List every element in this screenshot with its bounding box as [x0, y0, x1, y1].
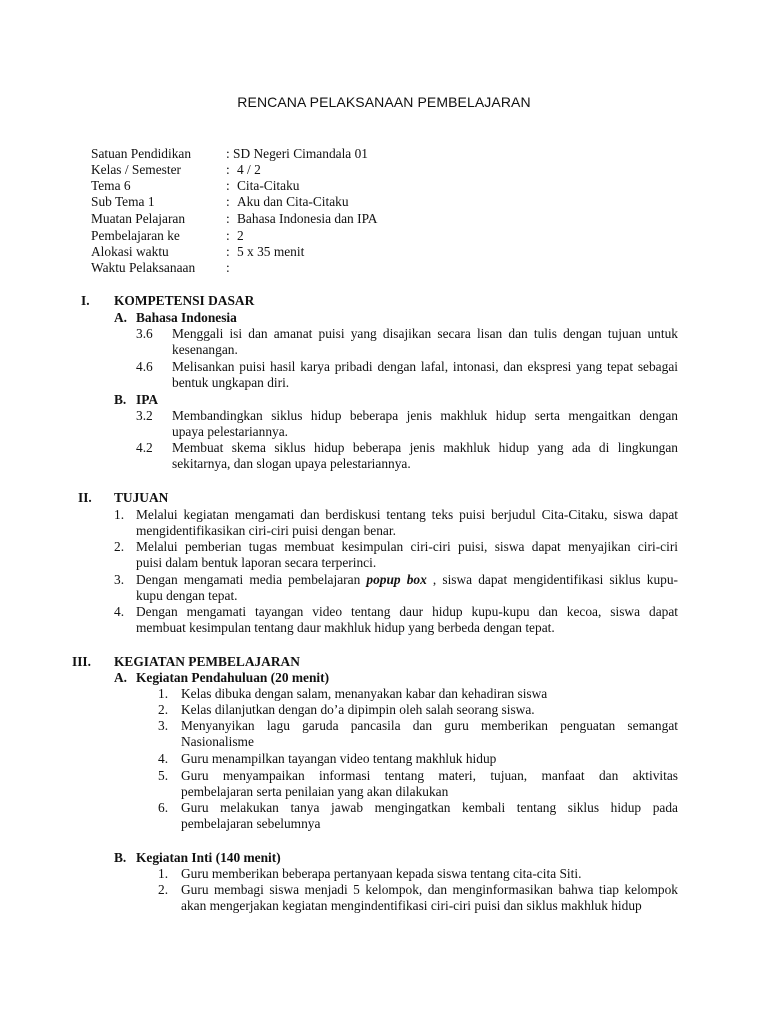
item-number: 3.	[158, 718, 169, 733]
list-item	[136, 604, 678, 637]
list-item	[181, 702, 678, 718]
section-numeral: II.	[78, 490, 92, 505]
list-item	[136, 507, 678, 540]
item-line: mengidentifikasikan ciri-ciri puisi dengan benar.	[136, 523, 396, 539]
list-item	[181, 768, 678, 801]
item-line: pembelajaran serta penilaian yang akan dilakukan	[181, 784, 449, 800]
subsection-title: Kegiatan Inti (140 menit)	[136, 850, 281, 865]
item-number: 3.6	[136, 326, 153, 341]
identity-label: Tema 6	[91, 178, 131, 193]
identity-colon: :	[226, 211, 230, 226]
subsection-letter: B.	[114, 850, 127, 865]
identity-value: Aku dan Cita-Citaku	[237, 194, 349, 209]
item-line: membuat kesimpulan tentang daur makhluk hidup yang berbeda dengan tepat.	[136, 620, 555, 636]
item-number: 3.2	[136, 408, 153, 423]
item-line: puisi dalam bentuk laporan secara terperinci.	[136, 555, 377, 571]
item-number: 2.	[158, 882, 169, 897]
item-line: Kelas dilanjutkan dengan do’a dipimpin oleh salah seorang siswa.	[181, 702, 535, 717]
identity-value: 4 / 2	[237, 162, 261, 177]
section-numeral: I.	[81, 293, 90, 308]
identity-label: Alokasi waktu	[91, 244, 169, 259]
item-line: Menggali isi dan amanat puisi yang disajikan secara lisan dan tulis dengan tujuan untuk	[172, 326, 678, 341]
item-line: Melisankan puisi hasil karya pribadi dengan lafal, intonasi, dan ekspresi yang tepat sebagai	[172, 359, 678, 374]
identity-value: Bahasa Indonesia dan IPA	[237, 211, 378, 226]
list-item	[181, 686, 678, 702]
list-item	[172, 359, 678, 392]
item-number: 6.	[158, 800, 169, 815]
identity-colon: :	[226, 228, 230, 243]
identity-label: Pembelajaran ke	[91, 228, 180, 243]
item-number: 2.	[158, 702, 169, 717]
item-line: akan mengerjakan kegiatan mengindentifikasi ciri-ciri puisi dan siklus makhluk hidup	[181, 898, 642, 914]
item-number: 1.	[158, 866, 169, 881]
list-item	[172, 326, 678, 359]
list-item	[136, 572, 678, 605]
item-text: , siswa dapat mengidentifikasi siklus kupu-	[432, 572, 678, 587]
identity-label: Satuan Pendidikan	[91, 146, 192, 161]
item-line: Guru menampilkan tayangan video tentang makhluk hidup	[181, 751, 497, 766]
identity-value: 5 x 35 menit	[237, 244, 305, 259]
identity-colon: :	[226, 178, 230, 193]
item-line: Dengan mengamati tayangan video tentang daur hidup kupu-kupu dan kecoa, siswa dapat	[136, 604, 678, 619]
list-item	[172, 440, 678, 473]
item-line: pembelajaran sebelumnya	[181, 816, 321, 832]
identity-colon: :	[226, 162, 230, 177]
item-text: Dengan mengamati media pembelajaran	[136, 572, 361, 587]
identity-label: Sub Tema 1	[91, 194, 155, 209]
subsection-title: Kegiatan Pendahuluan (20 menit)	[136, 670, 330, 685]
section-title: TUJUAN	[114, 490, 169, 505]
identity-colon: :	[226, 146, 230, 161]
list-item	[181, 751, 678, 767]
page-title: RENCANA PELAKSANAAN PEMBELAJARAN	[237, 94, 531, 110]
list-item	[181, 800, 678, 833]
item-line: Melalui pemberian tugas membuat kesimpulan ciri-ciri puisi, siswa dapat menyajikan ciri-ciri	[136, 539, 678, 554]
item-number: 2.	[114, 539, 125, 554]
item-line: Guru memberikan beberapa pertanyaan kepada siswa tentang cita-cita Siti.	[181, 866, 582, 881]
list-item	[181, 866, 678, 882]
item-line	[136, 572, 678, 588]
item-line: Guru melakukan tanya jawab mengingatkan kembali tentang siklus hidup pada	[181, 800, 678, 815]
item-line: bentuk ungkapan diri.	[172, 375, 290, 391]
identity-colon: :	[226, 260, 230, 275]
emphasis-term: popup box	[366, 572, 427, 587]
subsection-letter: B.	[114, 392, 127, 407]
subsection-title: Bahasa Indonesia	[136, 310, 237, 325]
item-number: 1.	[158, 686, 169, 701]
subsection-letter: A.	[114, 310, 128, 325]
item-number: 1.	[114, 507, 125, 522]
item-number: 3.	[114, 572, 125, 587]
item-line: kupu dengan tepat.	[136, 588, 238, 604]
item-number: 4.2	[136, 440, 153, 455]
subsection-letter: A.	[114, 670, 128, 685]
item-line: Membandingkan siklus hidup beberapa jenis makhluk hidup serta mengaitkan dengan	[172, 408, 678, 423]
identity-value: 2	[237, 228, 244, 243]
item-number: 4.	[114, 604, 125, 619]
section-title: KEGIATAN PEMBELAJARAN	[114, 654, 300, 669]
identity-label: Muatan Pelajaran	[91, 211, 186, 226]
item-number: 4.	[158, 751, 169, 766]
item-line: upaya pelestariannya.	[172, 424, 288, 440]
item-line: Membuat skema siklus hidup beberapa jenis makhluk hidup yang ada di lingkungan	[172, 440, 678, 455]
item-line: sekitarnya, dan slogan upaya pelestariannya.	[172, 456, 411, 472]
identity-value: Cita-Citaku	[237, 178, 300, 193]
list-item	[181, 718, 678, 751]
identity-label: Kelas / Semester	[91, 162, 181, 177]
list-item	[181, 882, 678, 915]
item-line: Melalui kegiatan mengamati dan berdiskusi tentang teks puisi berjudul Cita-Citaku, siswa dapat	[136, 507, 678, 522]
section-title: KOMPETENSI DASAR	[114, 293, 255, 308]
item-line: Menyanyikan lagu garuda pancasila dan guru memberikan penguatan semangat	[181, 718, 678, 733]
list-item	[136, 539, 678, 572]
item-line: Guru menyampaikan informasi tentang materi, tujuan, manfaat dan aktivitas	[181, 768, 678, 783]
identity-colon: :	[226, 194, 230, 209]
item-line: Guru membagi siswa menjadi 5 kelompok, dan menginformasikan bahwa tiap kelompok	[181, 882, 678, 897]
list-item	[172, 408, 678, 441]
item-line: Nasionalisme	[181, 734, 254, 750]
identity-label: Waktu Pelaksanaan	[91, 260, 196, 275]
section-numeral: III.	[72, 654, 91, 669]
identity-value: SD Negeri Cimandala 01	[233, 146, 368, 161]
subsection-title: IPA	[136, 392, 159, 407]
item-number: 4.6	[136, 359, 153, 374]
item-line: Kelas dibuka dengan salam, menanyakan kabar dan kehadiran siswa	[181, 686, 548, 701]
identity-colon: :	[226, 244, 230, 259]
item-line: kesenangan.	[172, 342, 238, 358]
item-number: 5.	[158, 768, 169, 783]
